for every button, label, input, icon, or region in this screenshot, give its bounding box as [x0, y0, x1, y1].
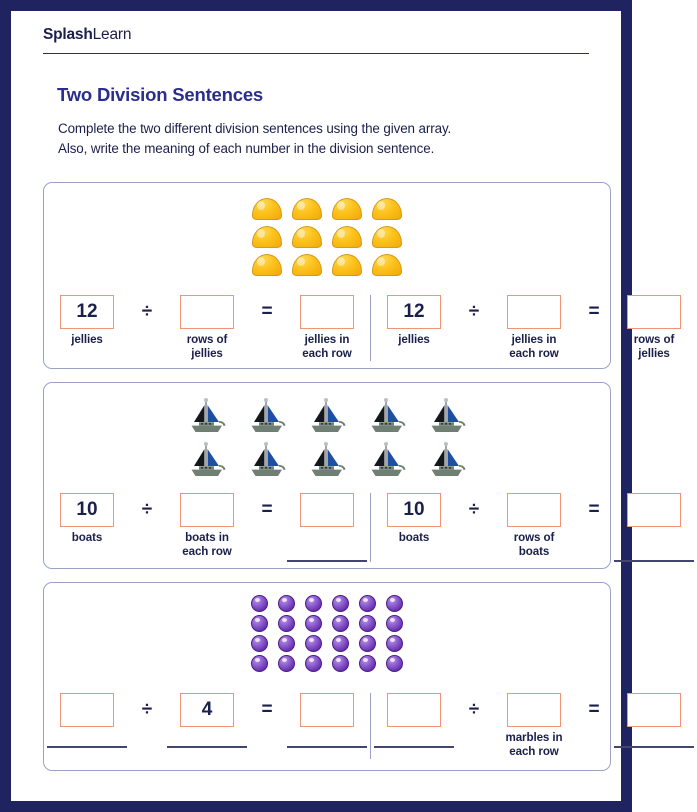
array-row	[246, 595, 408, 612]
division-symbol	[130, 295, 164, 329]
slot-label: rows of jellies	[186, 333, 228, 360]
answer-input-box[interactable]	[507, 693, 561, 727]
jelly-icon	[289, 195, 325, 222]
operator-glyph: =	[588, 301, 600, 322]
array-row	[247, 251, 407, 278]
division-symbol	[130, 493, 164, 527]
operator-glyph: ÷	[468, 499, 480, 520]
jelly-icon	[329, 251, 365, 278]
operator-glyph: =	[261, 499, 273, 520]
sentence-slot	[44, 693, 130, 748]
write-in-line[interactable]	[614, 746, 694, 748]
slot-label: jellies	[398, 333, 430, 346]
sentence-slot	[371, 693, 457, 748]
jelly-icon	[329, 223, 365, 250]
jelly-icon	[369, 195, 405, 222]
slot-label: boats in each row	[182, 531, 232, 558]
sentence-row-jellies	[44, 295, 675, 361]
marble-icon	[332, 635, 349, 652]
answer-input-box[interactable]	[387, 693, 441, 727]
division-sentence-right	[371, 493, 697, 562]
operator-glyph: =	[261, 301, 273, 322]
jelly-icon	[249, 251, 285, 278]
given-number-box[interactable]: 12	[387, 295, 441, 329]
sailboat-icon	[242, 441, 292, 481]
division-sentence-right	[371, 693, 697, 759]
marble-icon	[305, 635, 322, 652]
given-number-box[interactable]: 12	[60, 295, 114, 329]
marble-icon	[305, 655, 322, 672]
sentence-slot	[611, 693, 697, 748]
division-sentence-right	[371, 295, 697, 361]
sentence-slot	[44, 493, 130, 545]
division-symbol	[130, 693, 164, 727]
marble-icon	[332, 655, 349, 672]
jelly-icon	[369, 251, 405, 278]
page-title: Two Division Sentences	[57, 84, 264, 105]
jelly-icon	[369, 223, 405, 250]
slot-label: boats	[398, 531, 430, 544]
answer-input-box[interactable]	[300, 693, 354, 727]
division-sentence-left	[44, 295, 371, 361]
sentence-slot	[164, 295, 250, 361]
marble-icon	[386, 655, 403, 672]
sentence-slot	[371, 295, 457, 347]
header-divider	[43, 53, 589, 54]
logo-regular-text: Learn	[92, 26, 132, 43]
marble-icon	[305, 615, 322, 632]
jelly-array	[44, 195, 610, 279]
sentence-slot	[284, 295, 370, 361]
slot-label: jellies in each row	[302, 333, 352, 360]
jelly-icon	[289, 251, 325, 278]
equals-symbol	[577, 693, 611, 727]
array-row	[246, 655, 408, 672]
sentence-slot	[164, 493, 250, 559]
equals-symbol	[250, 693, 284, 727]
slot-label: jellies	[71, 333, 103, 346]
slot-label: rows of jellies	[633, 333, 675, 360]
marble-array	[44, 595, 610, 675]
write-in-line[interactable]	[47, 746, 127, 748]
equals-symbol	[250, 295, 284, 329]
marble-icon	[251, 595, 268, 612]
slot-label: marbles in each row	[505, 731, 563, 758]
marble-icon	[278, 655, 295, 672]
operator-glyph: =	[588, 699, 600, 720]
worksheet-header	[33, 19, 599, 54]
instructions	[58, 119, 451, 159]
slot-label: boats	[71, 531, 103, 544]
division-symbol	[457, 493, 491, 527]
array-row	[246, 615, 408, 632]
sentence-row-boats	[44, 493, 610, 562]
write-in-line[interactable]	[374, 746, 454, 748]
boat-array	[44, 397, 610, 485]
given-number-box[interactable]: 10	[387, 493, 441, 527]
sailboat-icon	[362, 397, 412, 437]
sentence-slot	[164, 693, 250, 748]
array-row	[247, 223, 407, 250]
slot-label: rows of boats	[513, 531, 555, 558]
marble-icon	[251, 615, 268, 632]
operator-glyph: ÷	[468, 699, 480, 720]
marble-icon	[386, 615, 403, 632]
array-row	[177, 441, 477, 481]
sailboat-icon	[422, 397, 472, 437]
write-in-line[interactable]	[287, 560, 367, 562]
answer-input-box[interactable]	[300, 493, 354, 527]
operator-glyph: =	[261, 699, 273, 720]
division-symbol	[457, 693, 491, 727]
sentence-slot	[611, 295, 697, 361]
sailboat-icon	[422, 441, 472, 481]
marble-icon	[278, 635, 295, 652]
operator-glyph: ÷	[141, 301, 153, 322]
logo-bold-text: Splash	[43, 26, 93, 43]
splashlearn-logo	[33, 19, 599, 44]
answer-input-box[interactable]	[507, 493, 561, 527]
array-row	[247, 195, 407, 222]
marble-icon	[332, 615, 349, 632]
slot-label: jellies in each row	[509, 333, 559, 360]
marble-icon	[359, 635, 376, 652]
answer-input-box[interactable]	[627, 493, 681, 527]
division-sentence-left	[44, 693, 371, 759]
sailboat-icon	[302, 397, 352, 437]
operator-glyph: ÷	[141, 699, 153, 720]
answer-input-box[interactable]	[60, 693, 114, 727]
sentence-slot	[491, 295, 577, 361]
sentence-slot	[611, 493, 697, 562]
answer-input-box[interactable]	[300, 295, 354, 329]
marble-icon	[332, 595, 349, 612]
division-symbol	[457, 295, 491, 329]
sentence-slot	[491, 693, 577, 759]
operator-glyph: ÷	[141, 499, 153, 520]
marble-icon	[386, 595, 403, 612]
given-number-box[interactable]: 10	[60, 493, 114, 527]
sailboat-icon	[362, 441, 412, 481]
problem-card-boats	[43, 382, 611, 569]
array-row	[246, 635, 408, 652]
answer-input-box[interactable]	[627, 693, 681, 727]
sentence-slot	[44, 295, 130, 347]
answer-input-box[interactable]	[507, 295, 561, 329]
sailboat-icon	[182, 397, 232, 437]
marble-icon	[251, 635, 268, 652]
jelly-icon	[329, 195, 365, 222]
instruction-line-1: Complete the two different division sentences using the given array.	[58, 121, 452, 136]
jelly-icon	[249, 223, 285, 250]
write-in-line[interactable]	[167, 746, 247, 748]
sentence-slot	[284, 493, 370, 562]
jelly-icon	[249, 195, 285, 222]
array-row	[177, 397, 477, 437]
operator-glyph: =	[588, 499, 600, 520]
marble-icon	[359, 615, 376, 632]
marble-icon	[359, 655, 376, 672]
given-number-box[interactable]: 4	[180, 693, 234, 727]
equals-symbol	[250, 493, 284, 527]
sailboat-icon	[182, 441, 232, 481]
worksheet-sheet	[11, 11, 675, 801]
write-in-line[interactable]	[287, 746, 367, 748]
marble-icon	[386, 635, 403, 652]
marble-icon	[278, 615, 295, 632]
sentence-slot	[371, 493, 457, 545]
division-sentence-left	[44, 493, 371, 562]
marble-icon	[251, 655, 268, 672]
sentence-row-marbles	[44, 693, 610, 759]
write-in-line[interactable]	[614, 560, 694, 562]
jelly-icon	[289, 223, 325, 250]
equals-symbol	[577, 493, 611, 527]
sailboat-icon	[302, 441, 352, 481]
answer-input-box[interactable]	[627, 295, 681, 329]
operator-glyph: ÷	[468, 301, 480, 322]
sentence-slot	[491, 493, 577, 559]
problem-card-jellies	[43, 182, 675, 369]
answer-input-box[interactable]	[180, 493, 234, 527]
marble-icon	[359, 595, 376, 612]
sentence-slot	[284, 693, 370, 748]
answer-input-box[interactable]	[180, 295, 234, 329]
sailboat-icon	[242, 397, 292, 437]
marble-icon	[278, 595, 295, 612]
equals-symbol	[577, 295, 611, 329]
problem-card-marbles	[43, 582, 611, 771]
marble-icon	[305, 595, 322, 612]
instruction-line-2: Also, write the meaning of each number in the division sentence.	[58, 141, 435, 156]
